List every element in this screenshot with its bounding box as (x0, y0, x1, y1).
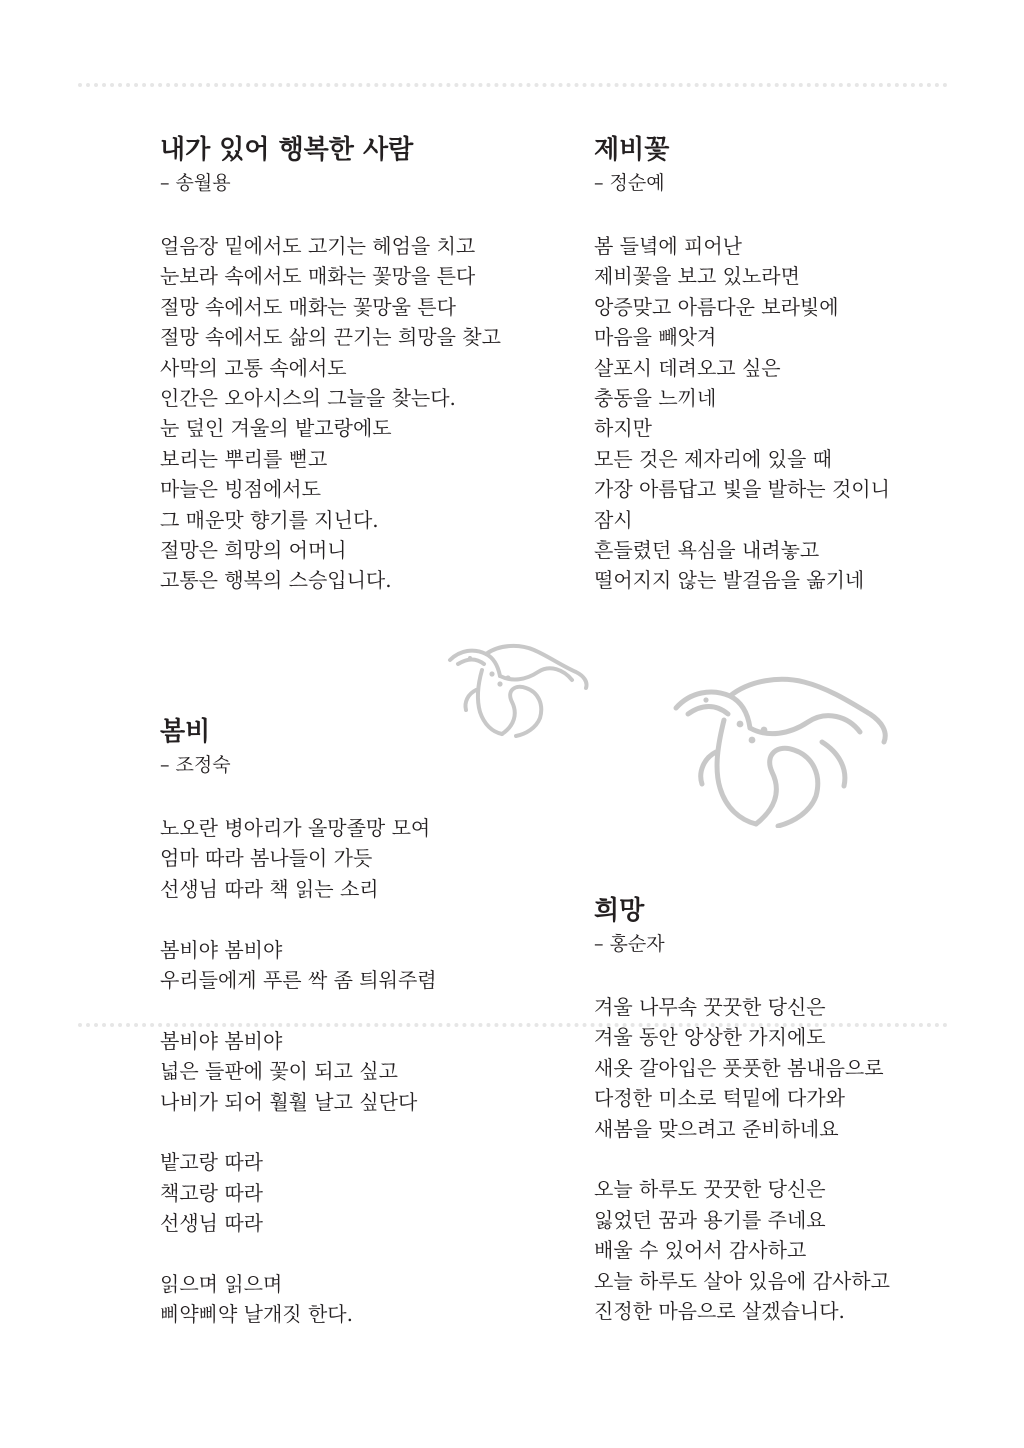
poem-line: 절망 속에서도 삶의 끈기는 희망을 찾고 (160, 325, 501, 350)
bird-icon (672, 668, 892, 828)
poem-line: 책고랑 따라 (160, 1180, 263, 1205)
poem-line: 하지만 (594, 416, 652, 441)
poem-line: 흔들렸던 욕심을 내려놓고 (594, 538, 820, 563)
poem-author: – 홍순자 (594, 933, 665, 955)
poem-line: 눈보라 속에서도 매화는 꽃망을 튼다 (160, 264, 476, 289)
poem-line: 사막의 고통 속에서도 (160, 355, 347, 380)
poem-line: 살포시 데려오고 싶은 (594, 355, 781, 380)
poem-title: 희망 (594, 896, 645, 926)
top-dotted-divider (78, 83, 948, 87)
poem-1 (160, 133, 540, 596)
poem-line: 노오란 병아리가 올망졸망 모여 (160, 816, 431, 840)
poem-line: 제비꽃을 보고 있노라면 (594, 264, 800, 289)
poem-line: 오늘 하루도 살아 있음에 감사하고 (594, 1268, 890, 1293)
bottom-dotted-divider (78, 1023, 948, 1027)
poem-stanza (160, 813, 540, 904)
poem-body (160, 813, 540, 1330)
poem-line: 마늘은 빙점에서도 (160, 477, 321, 502)
poem-line: 밭고랑 따라 (160, 1150, 263, 1175)
poem-line: 충동을 느끼네 (594, 386, 717, 411)
poem-stanza (160, 1269, 540, 1330)
poem-line: 인간은 오아시스의 그늘을 찾는다. (160, 386, 456, 411)
poem-author: – 정순예 (594, 172, 665, 194)
poem-title: 봄비 (160, 717, 211, 747)
poem-line: 눈 덮인 겨울의 밭고랑에도 (160, 416, 392, 441)
poem-2 (594, 133, 974, 596)
poem-stanza (594, 992, 974, 1144)
poem-line: 엄마 따라 봄나들이 가듯 (160, 846, 373, 871)
poem-author: – 송월용 (160, 172, 231, 194)
poem-stanza (160, 231, 540, 596)
poem-stanza (160, 1147, 540, 1238)
poem-line: 떨어지지 않는 발걸음을 옮기네 (594, 568, 865, 593)
poem-body (160, 231, 540, 596)
poem-line: 봄 들녘에 피어난 (594, 234, 742, 258)
poem-line: 마음을 빼앗겨 (594, 325, 717, 350)
poem-title: 내가 있어 행복한 사람 (160, 135, 414, 165)
poem-stanza (594, 1174, 974, 1326)
poem-line: 보리는 뿌리를 뻗고 (160, 446, 328, 471)
poem-line: 나비가 되어 훨훨 날고 싶단다 (160, 1089, 418, 1114)
poem-line: 얼음장 밑에서도 고기는 헤엄을 치고 (160, 234, 476, 258)
poem-line: 선생님 따라 (160, 1211, 263, 1236)
poem-line: 봄비야 봄비야 (160, 937, 283, 962)
poem-line: 읽으며 읽으며 (160, 1272, 283, 1297)
poem-line: 진정한 마음으로 살겠습니다. (594, 1299, 845, 1324)
poem-author: – 조정숙 (160, 754, 231, 776)
poem-line: 넓은 들판에 꽃이 되고 싶고 (160, 1059, 398, 1084)
poem-line: 고통은 행복의 스승입니다. (160, 568, 392, 593)
poem-body (594, 992, 974, 1326)
poem-line: 절망은 희망의 어머니 (160, 538, 347, 563)
poem-body (594, 231, 974, 596)
poem-line: 절망 속에서도 매화는 꽃망울 튼다 (160, 294, 456, 319)
poem-4 (594, 894, 974, 1326)
poem-line: 잠시 (594, 507, 633, 532)
poem-line: 겨울 동안 앙상한 가지에도 (594, 1025, 826, 1050)
poem-line: 잃었던 꿈과 용기를 주네요 (594, 1207, 826, 1232)
poem-line: 모든 것은 제자리에 있을 때 (594, 446, 832, 471)
poem-line: 새옷 갈아입은 풋풋한 봄내음으로 (594, 1055, 884, 1080)
poem-line: 겨울 나무속 꿋꿋한 당신은 (594, 995, 826, 1019)
poem-line: 그 매운맛 향기를 지닌다. (160, 507, 379, 532)
poem-line: 삐약삐약 날개짓 한다. (160, 1302, 353, 1327)
poem-line: 다정한 미소로 턱밑에 다가와 (594, 1086, 845, 1111)
poem-line: 선생님 따라 책 읽는 소리 (160, 876, 379, 901)
poem-stanza (160, 1026, 540, 1117)
poem-line: 새봄을 맞으려고 준비하네요 (594, 1116, 839, 1141)
poem-line: 가장 아름답고 빛을 발하는 것이니 (594, 477, 890, 502)
poem-title: 제비꽃 (594, 135, 670, 165)
poem-line: 봄비야 봄비야 (160, 1028, 283, 1053)
poem-stanza (594, 231, 974, 596)
poem-line: 배울 수 있어서 감사하고 (594, 1238, 807, 1263)
poem-line: 우리들에게 푸른 싹 좀 틔워주렴 (160, 968, 437, 993)
poem-stanza (160, 935, 540, 996)
poem-line: 앙증맞고 아름다운 보라빛에 (594, 294, 839, 319)
poem-line: 오늘 하루도 꿋꿋한 당신은 (594, 1177, 826, 1202)
